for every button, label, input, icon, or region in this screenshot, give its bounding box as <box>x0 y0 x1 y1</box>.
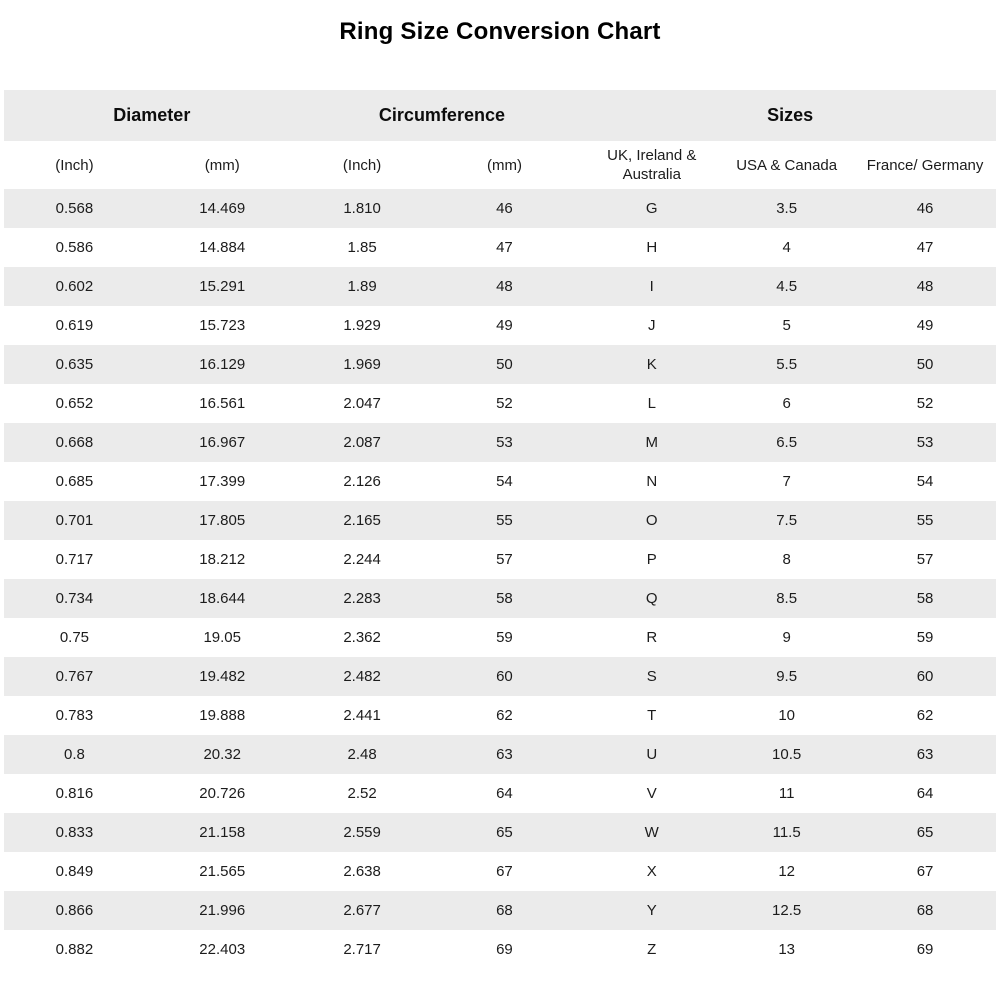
table-cell: 2.244 <box>300 540 425 579</box>
table-cell: 11.5 <box>719 813 854 852</box>
table-cell: 53 <box>425 423 585 462</box>
table-cell: M <box>584 423 719 462</box>
column-header-circumference-inch: (Inch) <box>300 141 425 189</box>
table-cell: 60 <box>854 657 996 696</box>
table-row <box>4 735 996 774</box>
table-cell: 2.441 <box>300 696 425 735</box>
table-cell: 49 <box>425 306 585 345</box>
table-cell: 19.05 <box>145 618 300 657</box>
table-cell: 50 <box>854 345 996 384</box>
table-cell: 46 <box>425 189 585 228</box>
table-cell: 18.644 <box>145 579 300 618</box>
table-cell: 0.586 <box>4 228 145 267</box>
table-cell: 9.5 <box>719 657 854 696</box>
table-cell: 0.816 <box>4 774 145 813</box>
ring-size-conversion-table <box>4 90 996 969</box>
table-cell: 0.619 <box>4 306 145 345</box>
table-cell: 65 <box>425 813 585 852</box>
table-row <box>4 189 996 228</box>
table-row <box>4 423 996 462</box>
table-cell: 0.635 <box>4 345 145 384</box>
column-header-circumference-mm: (mm) <box>425 141 585 189</box>
column-header-diameter-mm: (mm) <box>145 141 300 189</box>
table-cell: 59 <box>854 618 996 657</box>
table-cell: 16.561 <box>145 384 300 423</box>
table-cell: 1.85 <box>300 228 425 267</box>
table-cell: X <box>584 852 719 891</box>
table-cell: 2.362 <box>300 618 425 657</box>
table-cell: 0.734 <box>4 579 145 618</box>
table-cell: 19.482 <box>145 657 300 696</box>
column-header-france-germany: France/ Germany <box>854 141 996 189</box>
table-cell: P <box>584 540 719 579</box>
table-cell: 6.5 <box>719 423 854 462</box>
table-cell: 55 <box>425 501 585 540</box>
table-cell: 48 <box>854 267 996 306</box>
table-cell: 46 <box>854 189 996 228</box>
table-cell: 48 <box>425 267 585 306</box>
table-cell: 0.849 <box>4 852 145 891</box>
table-cell: Q <box>584 579 719 618</box>
table-cell: 20.32 <box>145 735 300 774</box>
table-cell: 21.996 <box>145 891 300 930</box>
group-header-sizes: Sizes <box>584 90 996 141</box>
table-cell: 18.212 <box>145 540 300 579</box>
table-cell: 8 <box>719 540 854 579</box>
table-header <box>4 90 996 189</box>
table-cell: W <box>584 813 719 852</box>
table-row <box>4 384 996 423</box>
table-body <box>4 189 996 969</box>
table-cell: L <box>584 384 719 423</box>
table-row <box>4 306 996 345</box>
table-cell: 62 <box>425 696 585 735</box>
table-cell: 2.047 <box>300 384 425 423</box>
group-header-diameter: Diameter <box>4 90 300 141</box>
table-cell: 58 <box>854 579 996 618</box>
table-cell: 49 <box>854 306 996 345</box>
page-title: Ring Size Conversion Chart <box>339 18 661 45</box>
table-cell: 17.805 <box>145 501 300 540</box>
table-row <box>4 267 996 306</box>
table-cell: 0.717 <box>4 540 145 579</box>
table-cell: 64 <box>854 774 996 813</box>
table-cell: 0.833 <box>4 813 145 852</box>
table-cell: K <box>584 345 719 384</box>
column-header-diameter-inch: (Inch) <box>4 141 145 189</box>
table-cell: 11 <box>719 774 854 813</box>
column-header-uk-ireland-australia: UK, Ireland & Australia <box>584 141 719 189</box>
table-cell: 7 <box>719 462 854 501</box>
table-cell: 2.165 <box>300 501 425 540</box>
table-cell: 5.5 <box>719 345 854 384</box>
table-cell: 54 <box>854 462 996 501</box>
table-row <box>4 891 996 930</box>
table-cell: 2.677 <box>300 891 425 930</box>
table-row <box>4 852 996 891</box>
table-cell: 6 <box>719 384 854 423</box>
table-cell: 62 <box>854 696 996 735</box>
table-cell: 4.5 <box>719 267 854 306</box>
table-cell: 47 <box>425 228 585 267</box>
table-cell: 0.8 <box>4 735 145 774</box>
table-row <box>4 228 996 267</box>
table-row <box>4 462 996 501</box>
table-cell: 9 <box>719 618 854 657</box>
table-cell: 13 <box>719 930 854 969</box>
table-cell: 19.888 <box>145 696 300 735</box>
table-row <box>4 696 996 735</box>
table-cell: 3.5 <box>719 189 854 228</box>
table-row <box>4 813 996 852</box>
table-row <box>4 930 996 969</box>
table-cell: Z <box>584 930 719 969</box>
table-row <box>4 501 996 540</box>
table-cell: O <box>584 501 719 540</box>
table-cell: 2.638 <box>300 852 425 891</box>
table-row <box>4 345 996 384</box>
table-cell: 0.882 <box>4 930 145 969</box>
table-cell: 0.685 <box>4 462 145 501</box>
table-cell: 22.403 <box>145 930 300 969</box>
table-cell: 55 <box>854 501 996 540</box>
table-cell: 2.52 <box>300 774 425 813</box>
table-cell: 2.283 <box>300 579 425 618</box>
table-cell: 65 <box>854 813 996 852</box>
table-cell: H <box>584 228 719 267</box>
table-cell: N <box>584 462 719 501</box>
table-cell: 21.158 <box>145 813 300 852</box>
table-cell: 2.482 <box>300 657 425 696</box>
table-cell: 60 <box>425 657 585 696</box>
table-cell: 67 <box>854 852 996 891</box>
table-cell: 5 <box>719 306 854 345</box>
table-cell: 63 <box>425 735 585 774</box>
table-cell: V <box>584 774 719 813</box>
table-cell: 52 <box>425 384 585 423</box>
table-cell: 12.5 <box>719 891 854 930</box>
table-cell: G <box>584 189 719 228</box>
table-cell: 69 <box>854 930 996 969</box>
table-cell: 14.884 <box>145 228 300 267</box>
group-header-row <box>4 90 996 141</box>
table-cell: 10 <box>719 696 854 735</box>
table-cell: 8.5 <box>719 579 854 618</box>
table-cell: 52 <box>854 384 996 423</box>
table-cell: 12 <box>719 852 854 891</box>
table-cell: 0.668 <box>4 423 145 462</box>
table-cell: T <box>584 696 719 735</box>
table-cell: 64 <box>425 774 585 813</box>
table-cell: 2.087 <box>300 423 425 462</box>
table-cell: 47 <box>854 228 996 267</box>
table-cell: 0.767 <box>4 657 145 696</box>
column-header-usa-canada: USA & Canada <box>719 141 854 189</box>
table-cell: 57 <box>425 540 585 579</box>
table-cell: 7.5 <box>719 501 854 540</box>
table-cell: 2.126 <box>300 462 425 501</box>
table-cell: 16.967 <box>145 423 300 462</box>
table-cell: 0.602 <box>4 267 145 306</box>
table-cell: 67 <box>425 852 585 891</box>
table-cell: Y <box>584 891 719 930</box>
table-cell: 15.723 <box>145 306 300 345</box>
table-cell: 21.565 <box>145 852 300 891</box>
table-cell: 16.129 <box>145 345 300 384</box>
table-cell: 17.399 <box>145 462 300 501</box>
table-cell: 0.75 <box>4 618 145 657</box>
table-cell: 14.469 <box>145 189 300 228</box>
table-cell: 68 <box>854 891 996 930</box>
table-cell: 68 <box>425 891 585 930</box>
table-cell: 0.652 <box>4 384 145 423</box>
column-header-row <box>4 141 996 189</box>
table-cell: 1.89 <box>300 267 425 306</box>
table-row <box>4 540 996 579</box>
table-row <box>4 579 996 618</box>
table-cell: S <box>584 657 719 696</box>
table-cell: 63 <box>854 735 996 774</box>
table-cell: I <box>584 267 719 306</box>
table-cell: J <box>584 306 719 345</box>
table-cell: 69 <box>425 930 585 969</box>
table-cell: 53 <box>854 423 996 462</box>
table-cell: 10.5 <box>719 735 854 774</box>
table-cell: 0.783 <box>4 696 145 735</box>
table-cell: 2.717 <box>300 930 425 969</box>
table-cell: 57 <box>854 540 996 579</box>
table-cell: 0.866 <box>4 891 145 930</box>
table-cell: 4 <box>719 228 854 267</box>
table-cell: 20.726 <box>145 774 300 813</box>
table-cell: 1.969 <box>300 345 425 384</box>
table-row <box>4 657 996 696</box>
table-cell: 50 <box>425 345 585 384</box>
group-header-circumference: Circumference <box>300 90 585 141</box>
table-cell: 1.929 <box>300 306 425 345</box>
table-cell: 0.701 <box>4 501 145 540</box>
table-cell: 59 <box>425 618 585 657</box>
table-row <box>4 774 996 813</box>
table-cell: R <box>584 618 719 657</box>
table-cell: 2.559 <box>300 813 425 852</box>
table-cell: U <box>584 735 719 774</box>
table-cell: 54 <box>425 462 585 501</box>
table-cell: 15.291 <box>145 267 300 306</box>
table-cell: 2.48 <box>300 735 425 774</box>
table-cell: 0.568 <box>4 189 145 228</box>
table-row <box>4 618 996 657</box>
table-cell: 58 <box>425 579 585 618</box>
table-cell: 1.810 <box>300 189 425 228</box>
